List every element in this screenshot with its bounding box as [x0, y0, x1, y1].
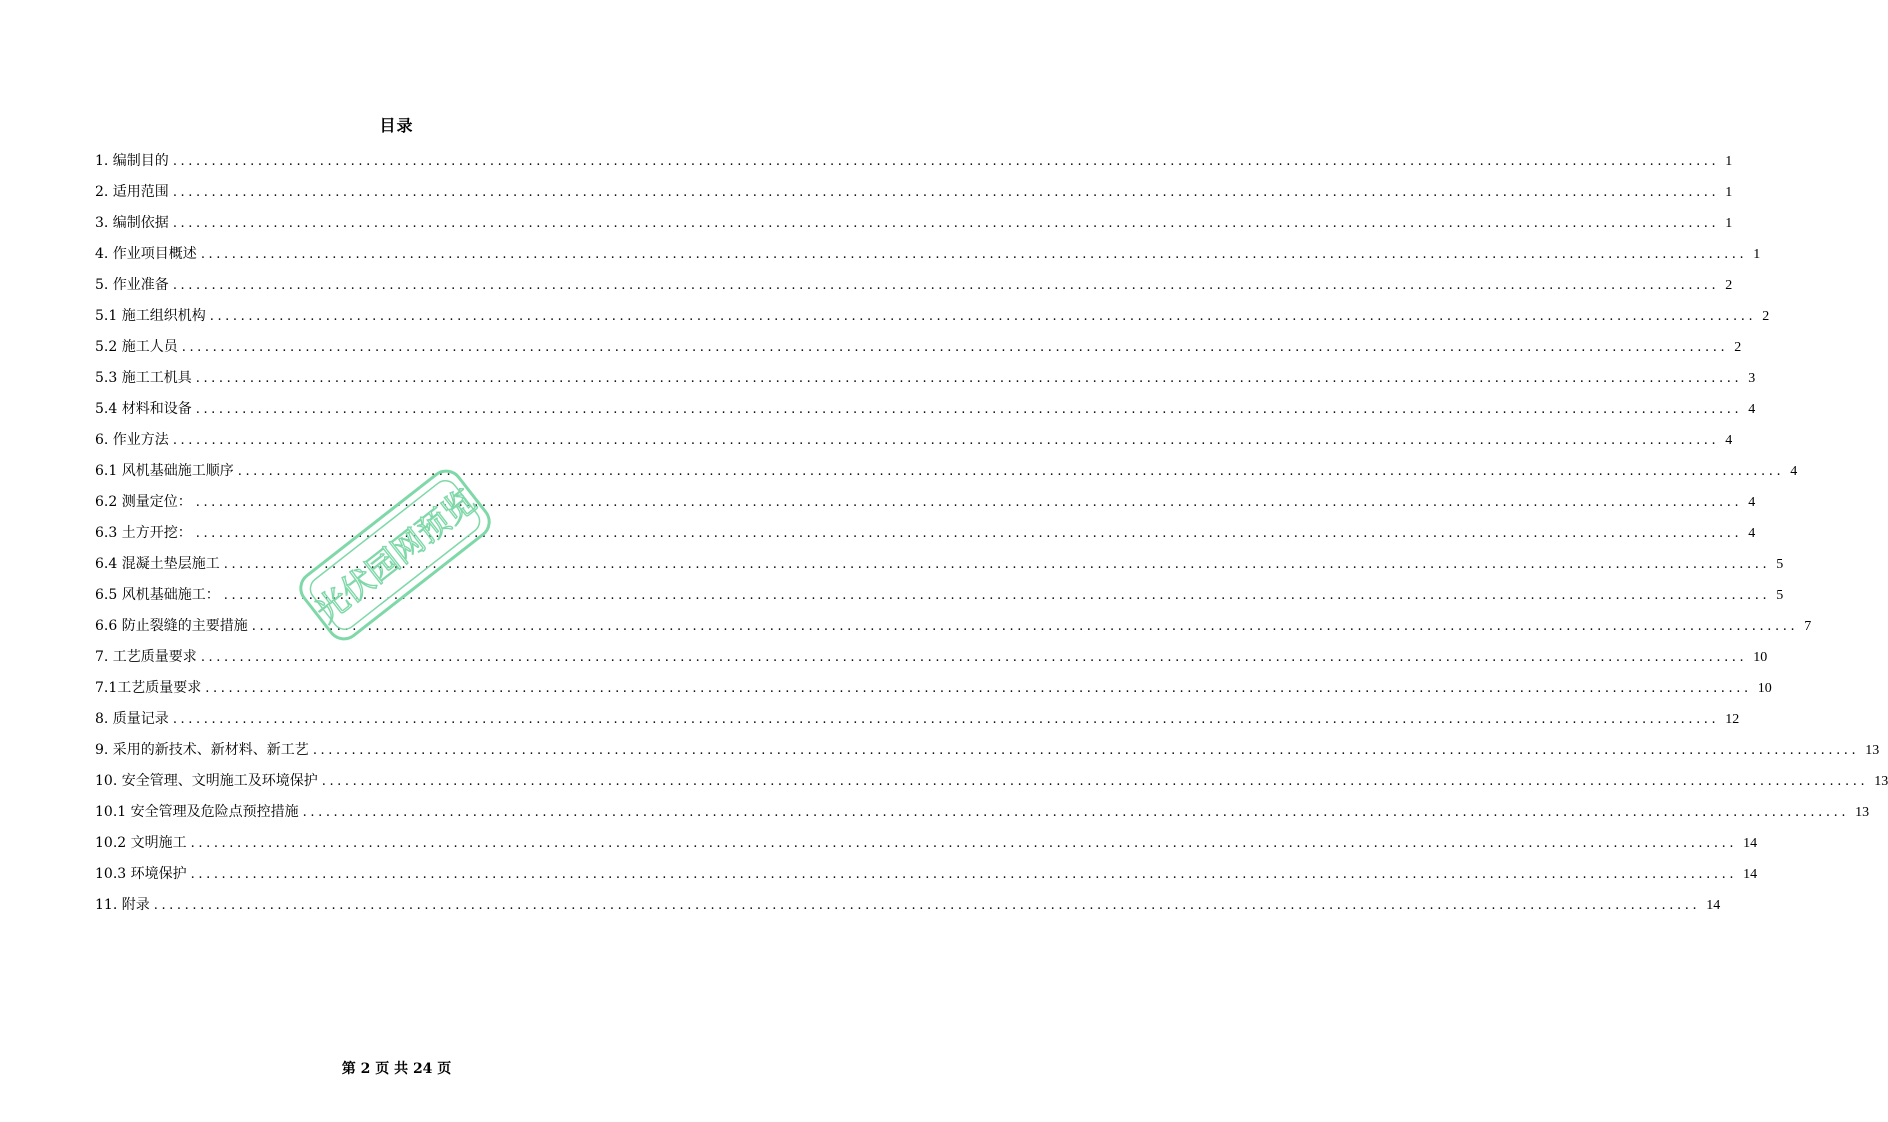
toc-entry-label: 10. 安全管理、文明施工及环境保护: [95, 773, 318, 789]
toc-dot-leader: ........................................................................................................................................................................................................: [302, 805, 1850, 820]
toc-entry[interactable]: [95, 394, 1756, 425]
toc-entry[interactable]: [95, 487, 1756, 518]
toc-entry-label: 6. 作业方法: [95, 432, 169, 448]
toc-entry[interactable]: [95, 177, 1733, 208]
toc-entry-label: 3. 编制依据: [95, 215, 169, 231]
toc-entry-label: 1. 编制目的: [95, 153, 169, 169]
toc-entry-page-number: 4: [1748, 526, 1756, 541]
toc-entry-page-number: 3: [1748, 371, 1756, 386]
toc-entry[interactable]: [95, 518, 1756, 549]
toc-dot-leader: ........................................................................................................................................................................................................: [205, 681, 1752, 696]
toc-entry-page-number: 12: [1725, 712, 1740, 727]
toc-entry-page-number: 1: [1725, 185, 1733, 200]
page-footer: 第 2 页 共 24 页: [341, 1061, 452, 1077]
toc-dot-leader: ........................................................................................................................................................................................................: [195, 371, 1743, 386]
toc-entry-page-number: 13: [1865, 743, 1880, 758]
toc-dot-leader: ........................................................................................................................................................................................................: [181, 340, 1729, 355]
toc-entry[interactable]: [95, 363, 1756, 394]
toc-entry-label: 7. 工艺质量要求: [95, 649, 197, 665]
toc-entry[interactable]: [95, 332, 1742, 363]
toc-dot-leader: ........................................................................................................................................................................................................: [321, 774, 1869, 789]
toc-entry-page-number: 4: [1748, 495, 1756, 510]
toc-entry-page-number: 2: [1762, 309, 1770, 324]
toc-entry-page-number: 14: [1743, 836, 1758, 851]
toc-entry-page-number: 13: [1874, 774, 1888, 789]
toc-entry[interactable]: [95, 425, 1733, 456]
toc-entry[interactable]: [95, 735, 1880, 766]
toc-entry-page-number: 4: [1725, 433, 1733, 448]
toc-entry-label: 6.2 测量定位：: [95, 494, 192, 510]
toc-dot-leader: ........................................................................................................................................................................................................: [172, 216, 1720, 231]
toc-entry[interactable]: [95, 642, 1768, 673]
toc-entry[interactable]: [95, 859, 1758, 890]
toc-entry-page-number: 7: [1804, 619, 1812, 634]
toc-entry-page-number: 13: [1855, 805, 1870, 820]
toc-entry[interactable]: [95, 456, 1798, 487]
toc-dot-leader: ........................................................................................................................................................................................................: [195, 402, 1743, 417]
toc-entry-label: 5.3 施工工机具: [95, 370, 192, 386]
toc-entry[interactable]: [95, 673, 1772, 704]
toc-entry[interactable]: [95, 146, 1733, 177]
toc-entry[interactable]: [95, 270, 1733, 301]
toc-entry-label: 6.1 风机基础施工顺序: [95, 463, 234, 479]
toc-entry-label: 9. 采用的新技术、新材料、新工艺: [95, 742, 309, 758]
toc-entry-label: 2. 适用范围: [95, 184, 169, 200]
toc-entry-label: 6.6 防止裂缝的主要措施: [95, 618, 248, 634]
toc-dot-leader: ........................................................................................................................................................................................................: [195, 526, 1743, 541]
page-title: 目录: [379, 116, 414, 135]
toc-entry[interactable]: [95, 766, 1888, 797]
toc-entry-label: 5.1 施工组织机构: [95, 308, 206, 324]
toc-dot-leader: ........................................................................................................................................................................................................: [237, 464, 1785, 479]
toc-entry-page-number: 10: [1753, 650, 1768, 665]
toc-entry-page-number: 4: [1748, 402, 1756, 417]
toc-dot-leader: ........................................................................................................................................................................................................: [190, 836, 1738, 851]
toc-entry-label: 5.4 材料和设备: [95, 401, 192, 417]
toc-dot-leader: ........................................................................................................................................................................................................: [312, 743, 1860, 758]
toc-dot-leader: ........................................................................................................................................................................................................: [190, 867, 1738, 882]
toc-dot-leader: ........................................................................................................................................................................................................: [172, 712, 1720, 727]
toc-dot-leader: ........................................................................................................................................................................................................: [172, 185, 1720, 200]
toc-entry-label: 6.5 风机基础施工：: [95, 587, 220, 603]
toc-entry[interactable]: [95, 301, 1770, 332]
toc-entry-label: 6.3 土方开挖：: [95, 525, 192, 541]
toc-dot-leader: ........................................................................................................................................................................................................: [153, 898, 1701, 913]
toc-entry-page-number: 14: [1743, 867, 1758, 882]
toc-entry[interactable]: [95, 611, 1812, 642]
toc-entry-page-number: 2: [1734, 340, 1742, 355]
toc-entry-page-number: 5: [1776, 557, 1784, 572]
toc-dot-leader: ........................................................................................................................................................................................................: [172, 278, 1720, 293]
toc-entry[interactable]: [95, 208, 1733, 239]
toc-dot-leader: ........................................................................................................................................................................................................: [200, 650, 1748, 665]
toc-dot-leader: ........................................................................................................................................................................................................: [172, 154, 1720, 169]
toc-entry[interactable]: [95, 828, 1758, 859]
watermark-text: 光伏园网预览: [308, 481, 483, 630]
toc-entry[interactable]: [95, 549, 1784, 580]
toc-entry-page-number: 2: [1725, 278, 1733, 293]
table-of-contents: [95, 146, 1888, 921]
toc-dot-leader: ........................................................................................................................................................................................................: [172, 433, 1720, 448]
toc-entry-label: 6.4 混凝土垫层施工: [95, 556, 220, 572]
toc-entry[interactable]: [95, 704, 1740, 735]
toc-dot-leader: ........................................................................................................................................................................................................: [223, 557, 1771, 572]
toc-dot-leader: ........................................................................................................................................................................................................: [195, 495, 1743, 510]
toc-entry-page-number: 10: [1757, 681, 1772, 696]
toc-entry-label: 8. 质量记录: [95, 711, 169, 727]
toc-entry-page-number: 14: [1706, 898, 1721, 913]
toc-entry-label: 10.3 环境保护: [95, 866, 187, 882]
toc-entry[interactable]: [95, 890, 1721, 921]
toc-entry-page-number: 1: [1753, 247, 1761, 262]
toc-entry-label: 11. 附录: [95, 897, 150, 913]
toc-dot-leader: ........................................................................................................................................................................................................: [200, 247, 1748, 262]
toc-entry[interactable]: [95, 239, 1761, 270]
toc-dot-leader: ........................................................................................................................................................................................................: [223, 588, 1771, 603]
toc-dot-leader: ........................................................................................................................................................................................................: [251, 619, 1799, 634]
toc-entry-page-number: 5: [1776, 588, 1784, 603]
toc-dot-leader: ........................................................................................................................................................................................................: [209, 309, 1757, 324]
toc-entry[interactable]: [95, 797, 1870, 828]
toc-entry-label: 7.1工艺质量要求: [95, 680, 202, 696]
toc-entry[interactable]: [95, 580, 1784, 611]
toc-entry-page-number: 4: [1790, 464, 1798, 479]
toc-entry-label: 10.2 文明施工: [95, 835, 187, 851]
toc-entry-label: 5. 作业准备: [95, 277, 169, 293]
toc-entry-label: 5.2 施工人员: [95, 339, 178, 355]
toc-entry-page-number: 1: [1725, 154, 1733, 169]
toc-entry-label: 10.1 安全管理及危险点预控措施: [95, 804, 299, 820]
toc-entry-label: 4. 作业项目概述: [95, 246, 197, 262]
toc-entry-page-number: 1: [1725, 216, 1733, 231]
